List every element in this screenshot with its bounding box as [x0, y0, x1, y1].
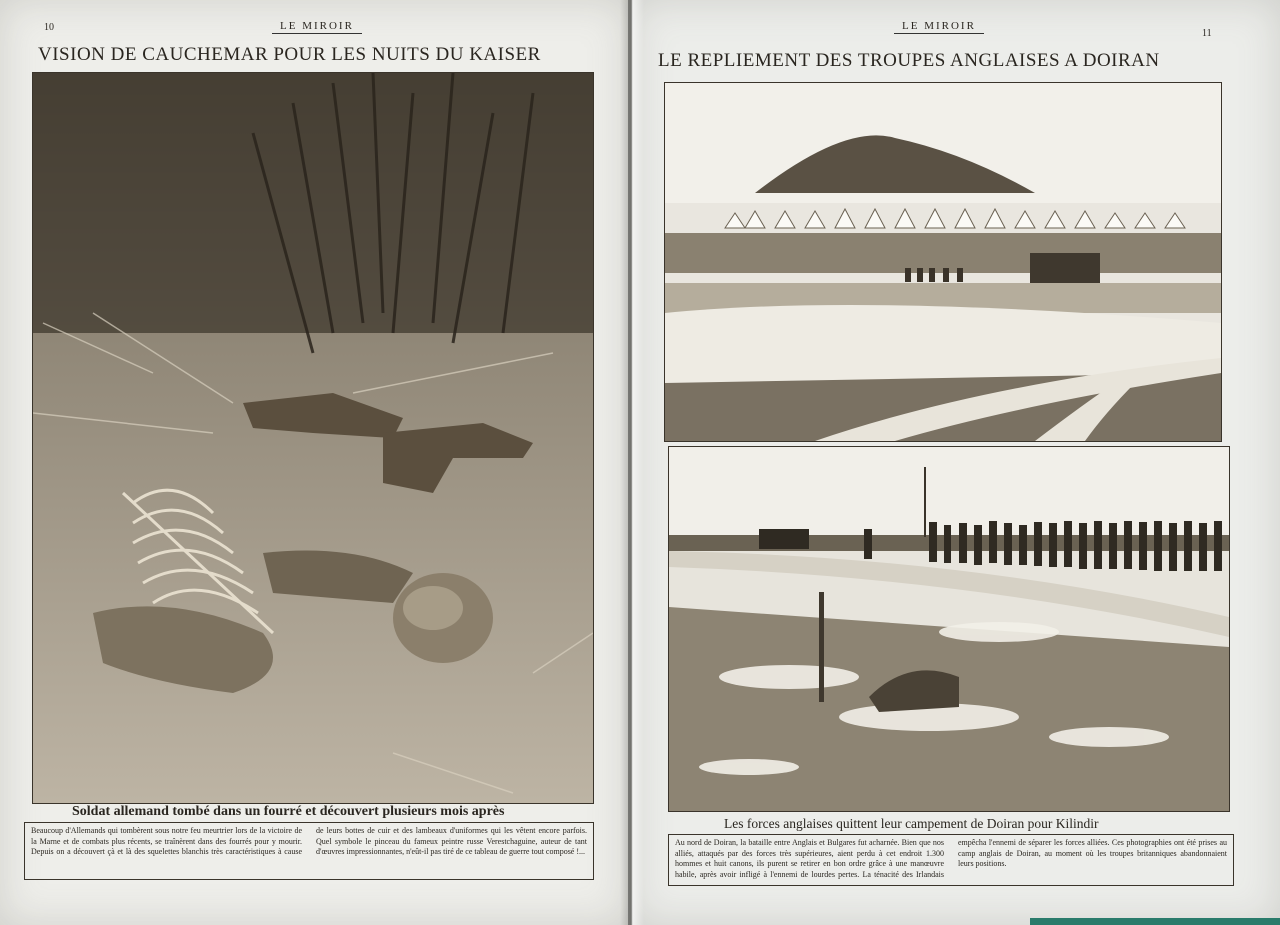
camp-tents-hill-icon [665, 83, 1221, 441]
headline: VISION DE CAUCHEMAR POUR LES NUITS DU KAISER [38, 44, 541, 65]
camp-photo [664, 82, 1222, 442]
skeleton-in-thicket-photo-icon [33, 73, 593, 803]
caption-text: Beaucoup d'Allemands qui tombèrent sous notre feu meurtrier lors de la victoire de la Marne et de combats plus récents, se traînèrent dans des fourrés pour y mourir. Depuis on a découvert çà et là des squelettes blanchis très caractéristiques à cause de leurs bottes de cuir et des lambeaux d'uniformes qui les vêtent encore parfois. Quel symbole le pinceau du fameux peintre russe Verestchaguine, auteur de tant d'œuvres impressionnantes, n'eût-il pas tiré de ce tableau de guerre tout composé !... [24, 822, 594, 880]
caption-title: Soldat allemand tombé dans un fourré et découvert plusieurs mois après [72, 804, 505, 819]
page-number: 11 [1202, 28, 1212, 39]
troops-marching-road-icon [669, 447, 1229, 811]
page-number: 10 [44, 22, 54, 33]
troops-photo [668, 446, 1230, 812]
left-page [0, 0, 628, 925]
caption-title: Les forces anglaises quittent leur campement de Doiran pour Kilindir [724, 816, 1099, 831]
masthead: LE MIROIR [894, 20, 984, 34]
skeleton-photo [32, 72, 594, 804]
caption-text: Au nord de Doiran, la bataille entre Anglais et Bulgares fut acharnée. Bien que nos alliés, attaqués par des forces très supérieures, aient perdu à cet endroit 1.300 hommes et huit canons, ils purent se retirer en bon ordre grâce à une manœuvre habile, après avoir infligé à l'ennemi de lourdes pertes. La ténacité des Irlandais empêcha l'ennemi de séparer les forces alliées. Ces photographies ont été prises au camp anglais de Doiran, au moment où les troupes britanniques abandonnaient leurs positions. [668, 834, 1234, 886]
table-edge [1030, 918, 1280, 925]
book-gutter [620, 0, 644, 925]
right-page [632, 0, 1280, 925]
masthead: LE MIROIR [272, 20, 362, 34]
headline: LE REPLIEMENT DES TROUPES ANGLAISES A DOIRAN [658, 50, 1160, 71]
